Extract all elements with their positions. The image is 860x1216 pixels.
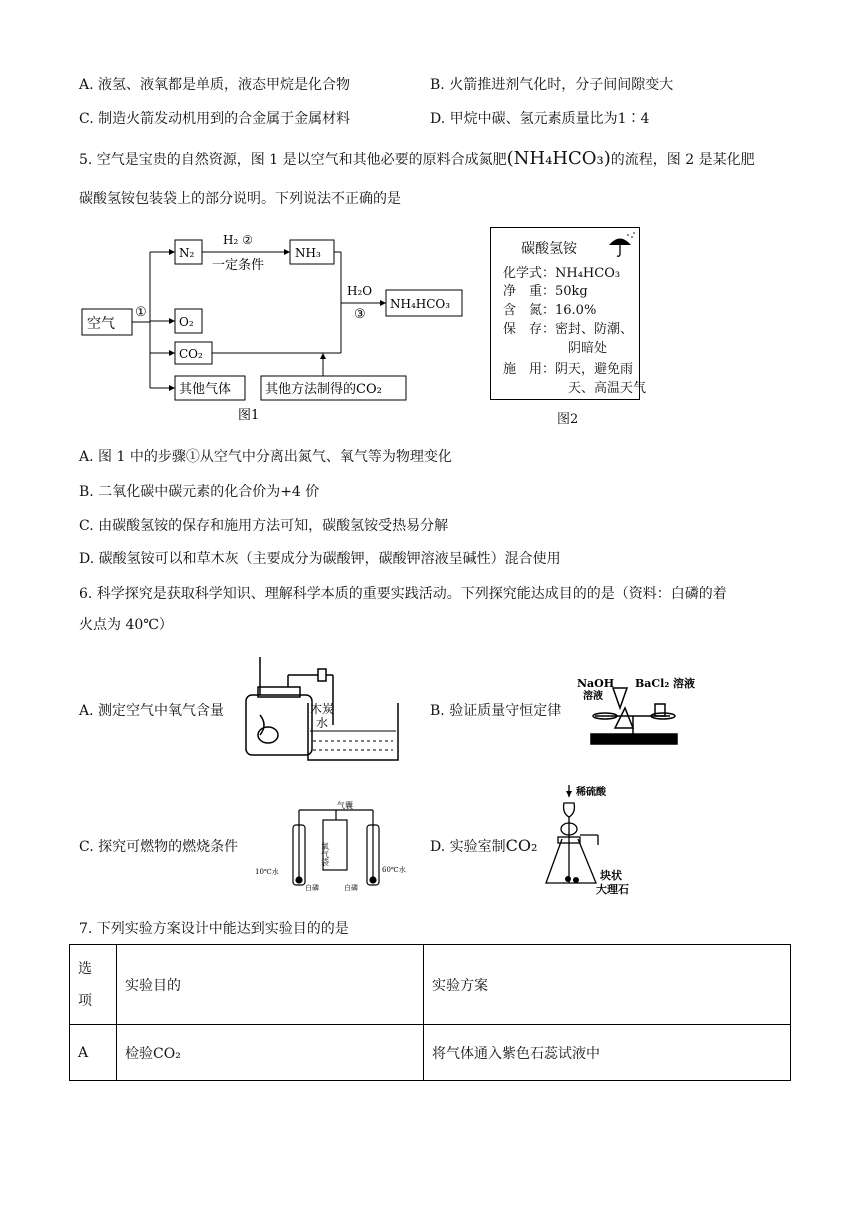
fig1-condition: 一定条件 [212,258,265,273]
fig1-other-co2: 其他方法制得的CO₂ [265,382,382,397]
q5-stem-line1 [79,148,755,169]
fig1-nh3: NH₃ [295,246,321,260]
q4-option-d: D. 甲烷中碳、氢元素质量比为1∶4 [430,111,650,127]
q6-stem-line1: 6. 科学探究是获取科学知识、理解科学本质的重要实践活动。下列探究能达成目的的是（资料：白磷的着 [79,586,727,602]
apparatus-c-illustration [253,800,413,892]
fig1-product: NH₄HCO₃ [390,297,451,311]
figd-solid1: 块状 [600,869,622,882]
q6-option-a: A. 测定空气中氧气含量 [79,703,225,719]
apparatus-b-illustration [575,668,695,748]
fig2-caption: 图2 [557,412,579,427]
figa-water: 水 [316,716,329,730]
figc-white-p2: 白磷 [344,884,358,892]
figc-airbag: 气囊 [337,801,353,810]
q4-option-a: A. 液氢、液氧都是单质，液态甲烷是化合物 [79,77,351,93]
figb-bacl2: BaCl₂ 溶液 [635,677,695,690]
q6-option-b: B. 验证质量守恒定律 [430,703,562,719]
q5-stem-line2: 碳酸氢铵包装袋上的部分说明。下列说法不正确的是 [79,191,401,207]
fig2-line4: 保 存：密封、防潮、 [503,322,634,337]
q6-stem-line2: 火点为 40℃） [79,617,173,633]
q5-option-b: B. 二氧化碳中碳元素的化合价为+4 价 [79,484,320,500]
figure-1-flowchart [75,224,475,424]
figc-white-p1: 白磷 [305,884,319,892]
fig1-caption: 图1 [238,408,260,423]
table-header-method: 实验方案 [424,945,791,1025]
q5-option-d: D. 碳酸氢铵可以和草木灰（主要成分为碳酸钾，碳酸钾溶液呈碱性）混合使用 [79,551,561,567]
apparatus-a-illustration [238,655,418,765]
figb-naoh: NaOH [577,677,615,690]
fig2-line6: 施 用：阴天，避免雨 [503,362,634,377]
fig1-co2: CO₂ [179,347,203,361]
figd-acid: 稀硫酸 [576,787,606,798]
figc-water-60: 60℃水 [382,866,406,874]
q5-option-a: A. 图 1 中的步骤①从空气中分离出氮气、氧气等为物理变化 [79,449,452,465]
table-cell-option: A [70,1025,117,1081]
figa-charcoal: 木炭 [310,702,335,716]
fig2-line2: 净 重：50kg [503,284,588,299]
fig1-o2: O₂ [179,315,194,329]
table-header-option: 选 项 [70,945,117,1025]
fig2-line7: 天、高温天气 [568,381,647,396]
q5-stem-text-b: 的流程，图 2 是某化肥 [610,152,755,168]
q4-option-b: B. 火箭推进剂气化时，分子间间隙变大 [430,77,674,93]
q7-stem: 7. 下列实验方案设计中能达到实验目的的是 [79,921,349,937]
fig1-other-gas: 其他气体 [179,382,232,397]
fig1-step3: ③ [354,307,366,322]
figb-naoh2: 溶液 [583,691,603,702]
table-cell-goal: 检验CO₂ [117,1025,424,1081]
apparatus-d-illustration [540,783,650,898]
fig1-n2: N₂ [179,246,195,260]
fig1-step1: ① [135,305,147,320]
fig1-h2o: H₂O [347,284,373,298]
q7-table [69,944,791,1081]
figc-water-10: 10℃水 [255,868,279,876]
q4-option-c: C. 制造火箭发动机用到的合金属于金属材料 [79,111,351,127]
q5-option-c: C. 由碳酸氢铵的保存和施用方法可知，碳酸氢铵受热易分解 [79,518,449,534]
fig2-title: 碳酸氢铵 [521,241,577,257]
q6-option-d-formula: CO₂ [505,836,538,855]
figd-solid2: 大理石 [596,883,629,896]
fig1-air: 空气 [87,316,115,332]
q5-formula: (NH₄HCO₃) [506,148,611,169]
table-row [70,1025,791,1081]
fig2-line1: 化学式：NH₄HCO₃ [503,266,621,281]
fig1-h2: H₂ ② [223,233,253,247]
figc-bag: 氧气袋 [320,842,330,866]
q6-option-d [430,836,537,856]
q5-stem-text-a: 5. 空气是宝贵的自然资源，图 1 是以空气和其他必要的原料合成氮肥 [79,152,507,168]
table-header-row [70,945,791,1025]
umbrella-icon [606,232,636,258]
fig2-line5: 阴暗处 [568,341,608,356]
q6-option-d-text: D. 实验室制 [430,839,506,855]
table-header-goal: 实验目的 [117,945,424,1025]
table-cell-method: 将气体通入紫色石蕊试液中 [424,1025,791,1081]
figure-2-label [490,227,647,400]
q6-option-c: C. 探究可燃物的燃烧条件 [79,839,239,855]
fig2-line3: 含 氮：16.0% [503,303,597,318]
